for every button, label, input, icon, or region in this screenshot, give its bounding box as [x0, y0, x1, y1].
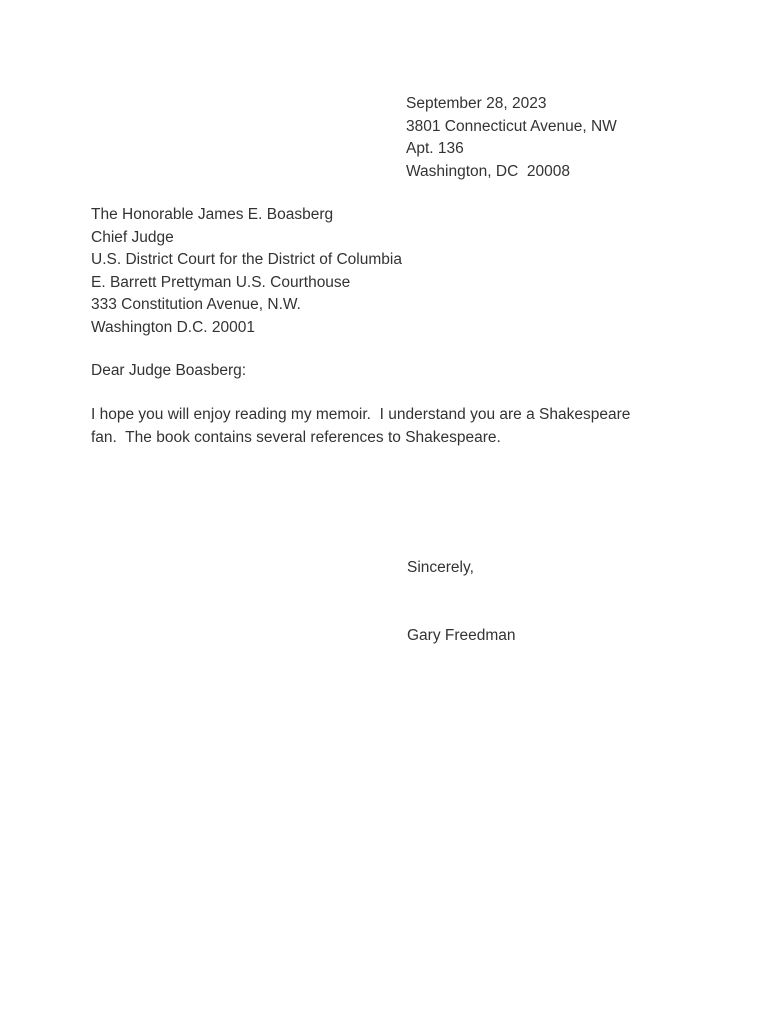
recipient-city: Washington D.C. 20001	[91, 318, 255, 336]
recipient-building: E. Barrett Prettyman U.S. Courthouse	[91, 273, 351, 291]
closing	[407, 557, 474, 580]
body-line: I hope you will enjoy reading my memoir. I understand you are a Shakespeare	[91, 406, 631, 423]
recipient-name: The Honorable James E. Boasberg	[91, 206, 334, 223]
letter-date: September 28, 2023	[406, 95, 547, 112]
recipient-title: Chief Judge	[91, 228, 174, 246]
signature-name: Gary Freedman	[407, 627, 516, 644]
closing-text: Sincerely,	[407, 559, 474, 576]
sender-street: 3801 Connecticut Avenue, NW	[406, 117, 617, 135]
signature	[407, 625, 516, 648]
sender-city: Washington, DC 20008	[406, 162, 570, 180]
salutation-text: Dear Judge Boasberg:	[91, 362, 247, 379]
sender-address-block	[406, 93, 617, 183]
body-line: fan. The book contains several references to Shakespeare.	[91, 428, 501, 446]
recipient-court: U.S. District Court for the District of Columbia	[91, 251, 402, 268]
recipient-street: 333 Constitution Avenue, N.W.	[91, 296, 301, 313]
letter-body	[91, 404, 691, 449]
sender-apt: Apt. 136	[406, 140, 464, 157]
salutation	[91, 360, 246, 383]
recipient-address-block	[91, 204, 402, 339]
